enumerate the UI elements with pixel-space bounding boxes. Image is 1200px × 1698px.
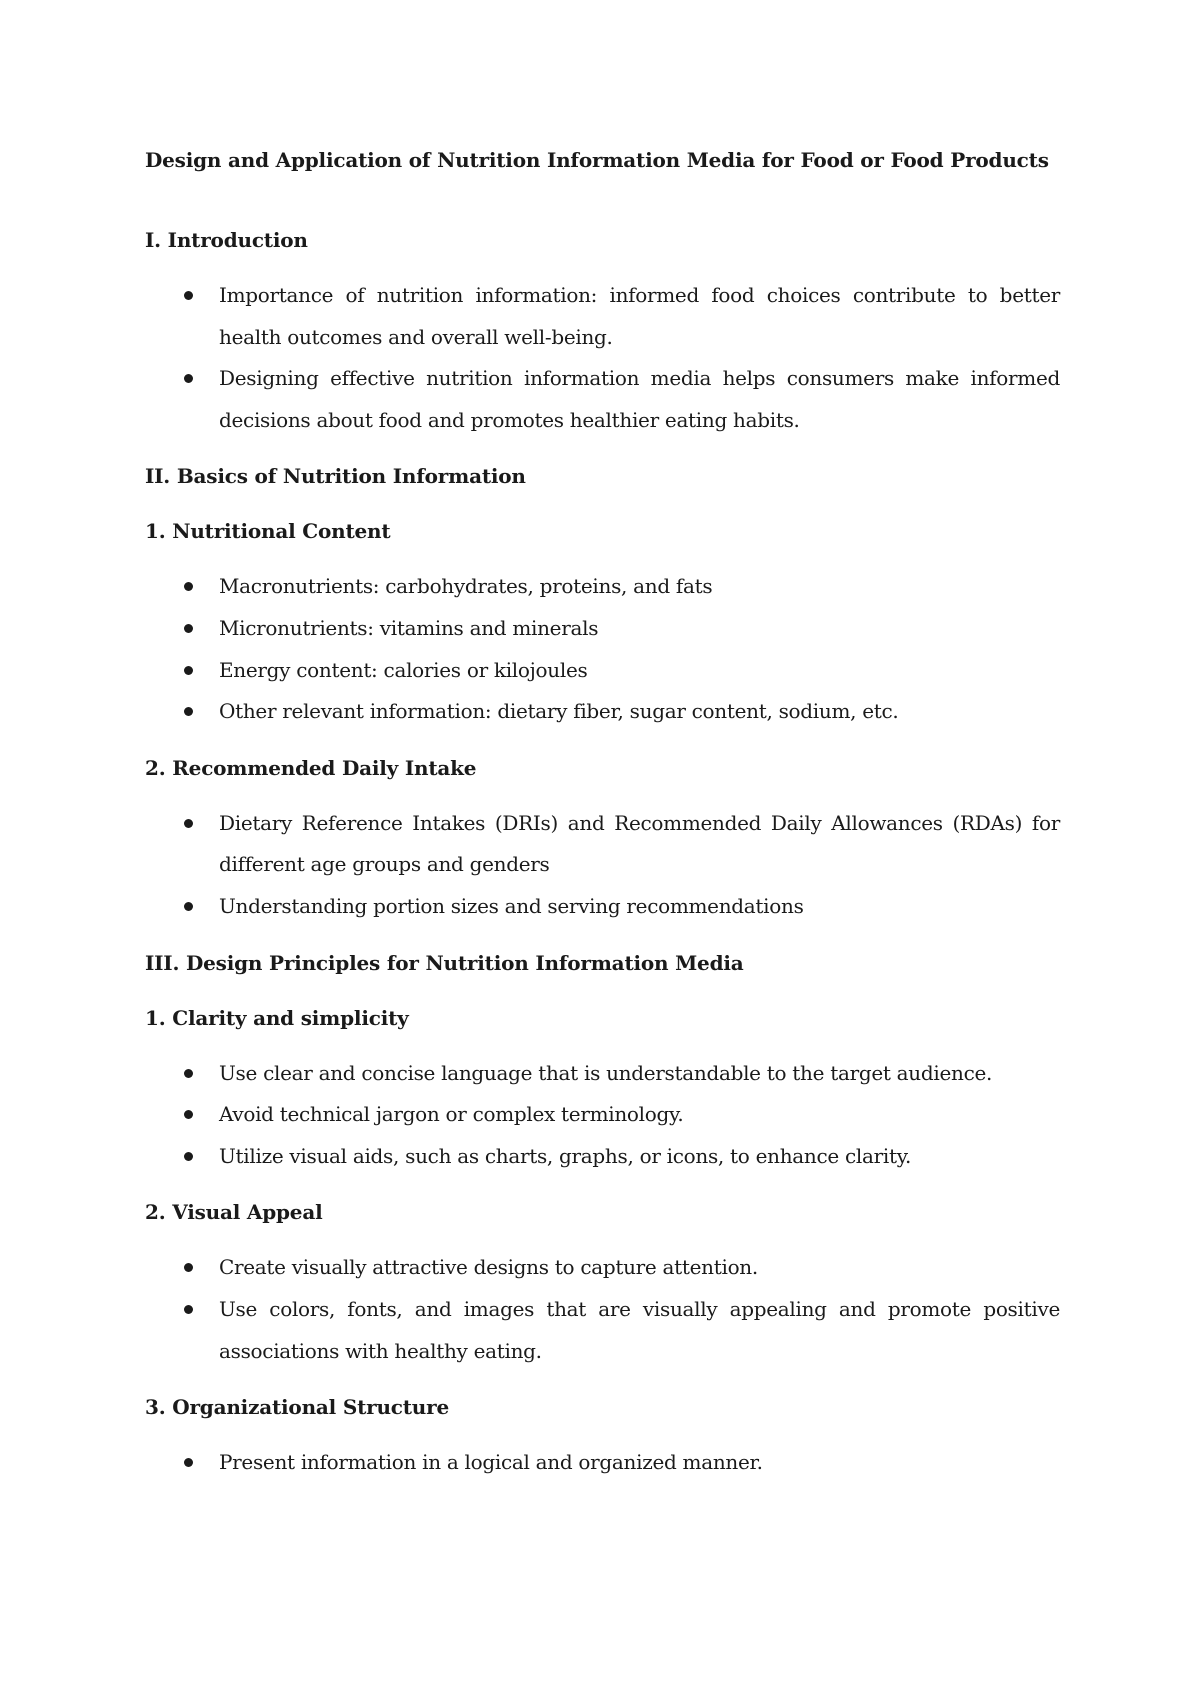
bullet-icon (184, 1458, 193, 1467)
list-item: Utilize visual aids, such as charts, graphs, or icons, to enhance clarity. (145, 1136, 1060, 1178)
bullet-list (145, 1247, 1060, 1372)
section-heading: III. Design Principles for Nutrition Information Media (145, 950, 744, 975)
section-recommended-daily-intake (145, 748, 1060, 928)
document-page (145, 140, 1060, 1499)
section-heading: I. Introduction (145, 228, 308, 252)
list-item: Create visually attractive designs to capture attention. (145, 1247, 1060, 1289)
list-item: Use clear and concise language that is understandable to the target audience. (145, 1053, 1060, 1095)
bullet-list (145, 1053, 1060, 1178)
bullet-list (145, 803, 1060, 928)
bullet-list (145, 1442, 1060, 1484)
bullet-icon (184, 1110, 193, 1119)
list-item: Designing effective nutrition information media helps consumers make informed decisions about food and promotes healthier eating habits. (145, 358, 1060, 441)
list-item: Energy content: calories or kilojoules (145, 650, 1060, 692)
document-title: Design and Application of Nutrition Information Media for Food or Food Products (145, 148, 1049, 172)
bullet-icon (184, 1305, 193, 1314)
bullet-icon (184, 666, 193, 675)
list-item: Dietary Reference Intakes (DRIs) and Recommended Daily Allowances (RDAs) for different age groups and genders (145, 803, 1060, 886)
bullet-icon (184, 1263, 193, 1272)
list-item: Present information in a logical and organized manner. (145, 1442, 1060, 1484)
subsection-heading: 2. Visual Appeal (145, 1200, 323, 1225)
section-clarity-simplicity (145, 998, 1060, 1178)
bullet-icon (184, 1152, 193, 1161)
bullet-icon (184, 819, 193, 828)
subsection-heading: 3. Organizational Structure (145, 1395, 450, 1420)
list-item: Macronutrients: carbohydrates, proteins, and fats (145, 566, 1060, 608)
bullet-list (145, 275, 1060, 441)
section-visual-appeal (145, 1192, 1060, 1372)
bullet-icon (184, 582, 193, 591)
bullet-icon (184, 291, 193, 300)
list-item: Avoid technical jargon or complex terminology. (145, 1094, 1060, 1136)
section-basics (145, 456, 1060, 496)
bullet-icon (184, 902, 193, 911)
list-item: Importance of nutrition information: informed food choices contribute to better health outcomes and overall well-being. (145, 275, 1060, 358)
subsection-heading: 1. Clarity and simplicity (145, 1005, 409, 1030)
section-heading: II. Basics of Nutrition Information (145, 464, 526, 489)
section-nutritional-content (145, 511, 1060, 732)
subsection-heading: 1. Nutritional Content (145, 519, 391, 544)
list-item: Micronutrients: vitamins and minerals (145, 608, 1060, 650)
bullet-icon (184, 1069, 193, 1078)
list-item: Understanding portion sizes and serving recommendations (145, 886, 1060, 928)
section-organizational-structure (145, 1387, 1060, 1484)
bullet-icon (184, 374, 193, 383)
subsection-heading: 2. Recommended Daily Intake (145, 755, 477, 780)
bullet-icon (184, 707, 193, 716)
list-item: Use colors, fonts, and images that are visually appealing and promote positive associations with healthy eating. (145, 1289, 1060, 1372)
section-design-principles (145, 943, 1060, 983)
list-item: Other relevant information: dietary fiber, sugar content, sodium, etc. (145, 691, 1060, 733)
section-introduction (145, 220, 1060, 441)
bullet-icon (184, 624, 193, 633)
bullet-list (145, 566, 1060, 732)
